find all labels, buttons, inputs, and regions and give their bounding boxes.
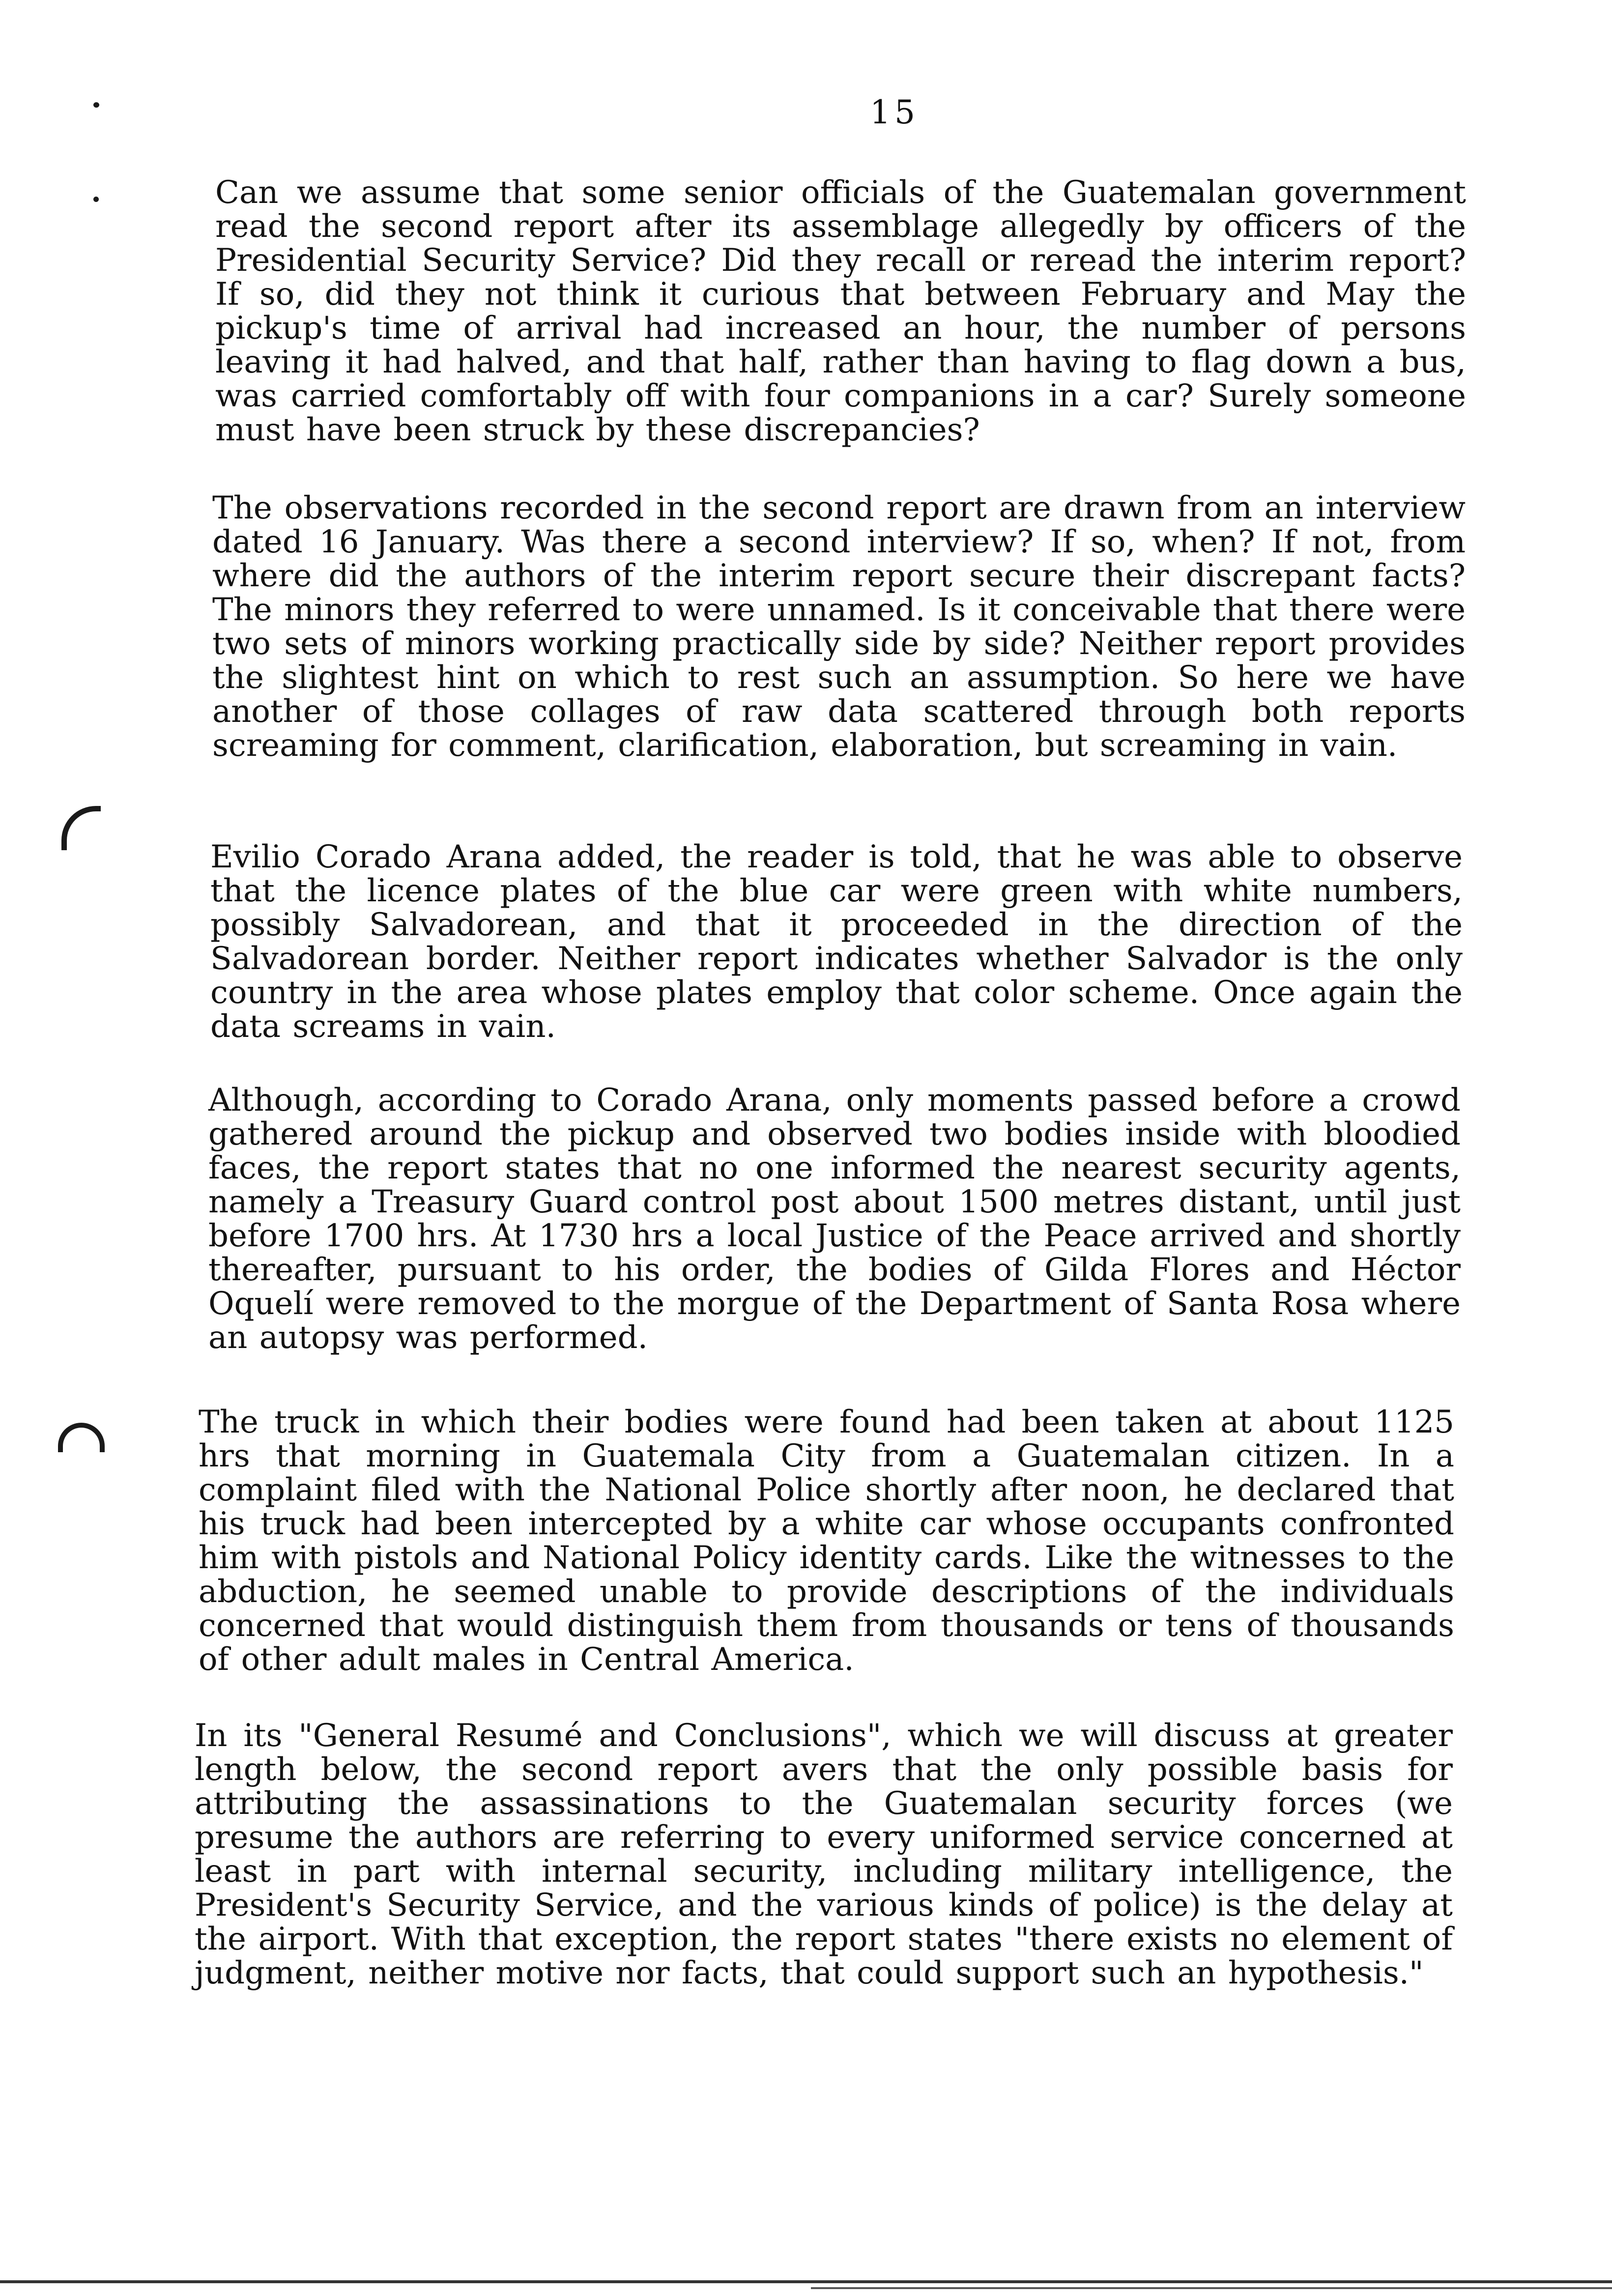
page-bottom-edge-line [0, 2280, 1612, 2283]
body-paragraph: The observations recorded in the second report are drawn from an interview dated 16 January. Was there a second interview? If so, when? If not, from where did the authors of the interim report secure their discrepant facts? The minors they referred to were unnamed. Is it conceivable that there were two sets of minors working practically side by side? Neither report provides the slightest hint on which to rest such an assumption. So here we have another of those collages of raw data scattered through both reports screaming for comment, clarification, elaboration, but screaming in vain. [212, 490, 1466, 764]
binder-hole-mark [61, 806, 101, 850]
page-number: 15 [870, 93, 919, 131]
body-paragraph: Can we assume that some senior officials of the Guatemalan government read the second report after its assemblage allegedly by officers of the Presidential Security Service? Did they recall or reread the interim report? If so, did they not think it curious that between February and May the pickup's time of arrival had increased an hour, the number of persons leaving it had halved, and that half, rather than having to flag down a bus, was carried comfortably off with four companions in a car? Surely someone must have been struck by these discrepancies? [215, 174, 1466, 448]
binder-hole-mark [58, 1423, 105, 1452]
body-paragraph: The truck in which their bodies were found had been taken at about 1125 hrs that morning in Guatemala City from a Guatemalan citizen. In a complaint filed with the National Police shortly after noon, he declared that his truck had been intercepted by a white car whose occupants confronted him with pistols and National Policy identity cards. Like the witnesses to the abduction, he seemed unable to provide descriptions of the individuals concerned that would distinguish them from thousands or tens of thousands of other adult males in Central America. [199, 1404, 1454, 1678]
body-paragraph: Evilio Corado Arana added, the reader is told, that he was able to observe that the licence plates of the blue car were green with white numbers, possibly Salvadorean, and that it proceeded in the direction of the Salvadorean border. Neither report indicates whether Salvador is the only country in the area whose plates employ that color scheme. Once again the data screams in vain. [210, 839, 1463, 1045]
page-bottom-edge-line [811, 2287, 1612, 2289]
scan-speck [93, 102, 99, 108]
body-paragraph: In its "General Resumé and Conclusions", which we will discuss at greater length below, the second report avers that the only possible basis for attributing the assassinations to the Guatemalan security forces (we presume the authors are referring to every uniformed service concerned at least in part with internal security, including military intelligence, the President's Security Service, and the various kinds of police) is the delay at the airport. With that exception, the report states "there exists no element of judgment, neither motive nor facts, that could support such an hypothesis." [195, 1718, 1453, 1991]
scan-speck [93, 197, 99, 202]
body-paragraph: Although, according to Corado Arana, only moments passed before a crowd gathered around the pickup and observed two bodies inside with bloodied faces, the report states that no one informed the nearest security agents, namely a Treasury Guard control post about 1500 metres distant, until just before 1700 hrs. At 1730 hrs a local Justice of the Peace arrived and shortly thereafter, pursuant to his order, the bodies of Gilda Flores and Héctor Oquelí were removed to the morgue of the Department of Santa Rosa where an autopsy was performed. [208, 1082, 1461, 1356]
